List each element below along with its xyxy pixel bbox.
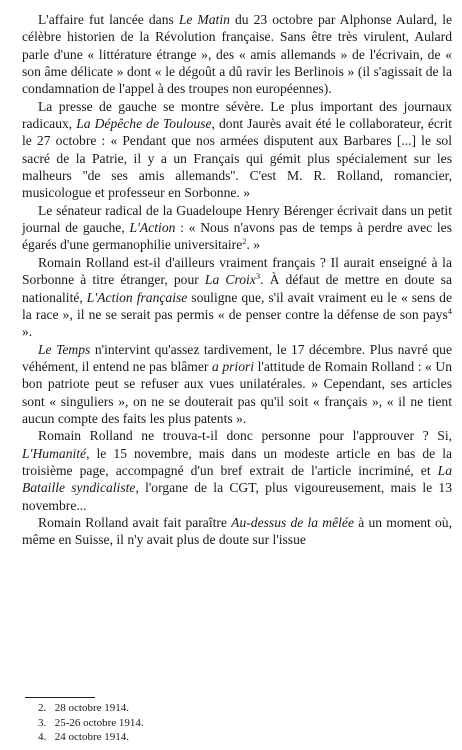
text-run: Le sénateur radical de la Guadeloupe Henry Bérenger écrivait dans un petit journal de gauche, (22, 202, 452, 236)
paragraph (22, 202, 452, 254)
paragraph (22, 254, 452, 341)
footnote-ref: 2 (242, 236, 247, 247)
italic-title: La Croix (204, 272, 256, 288)
text-run: Romain Rolland avait fait paraître (38, 514, 232, 530)
italic-title: a priori (212, 358, 255, 374)
footnote-text: 25-26 octobre 1914. (52, 716, 144, 729)
italic-title: L'Action (129, 220, 176, 236)
footnotes (38, 701, 338, 745)
footnote (38, 730, 338, 745)
text-run: Romain Rolland est-il d'ailleurs vraiment français ? Il aurait enseigné à la Sorbonne à titre étranger, pour (22, 254, 452, 288)
paragraph (22, 11, 452, 98)
text-run: : « Nous n'avons pas de temps à perdre avec les égarés d'une germanophilie universitaire (22, 220, 453, 253)
paragraph (22, 341, 452, 428)
paragraph (22, 427, 452, 514)
italic-title: Le Temps (38, 341, 91, 357)
footnote (38, 716, 338, 731)
italic-title: Au-dessus de la mêlée (231, 514, 354, 530)
text-run: l'attitude de Romain Rolland : « Un bon patriote peut se refuser aux vues unilatérales. » Cependant, ses articles sont « singuliers », on ne se douterait pas qu'il soit « français », « il ne tient aucun compte des faits les plus patents ». (22, 358, 452, 426)
text-run: Romain Rolland ne trouva-t-il donc personne pour l'approuver ? Si, (38, 428, 452, 444)
italic-title: L'Action française (86, 289, 188, 305)
text-run: La presse de gauche se montre sévère. Le plus important des journaux radicaux, (22, 98, 452, 132)
paragraph (22, 514, 452, 549)
text-run: n'intervint qu'assez tardivement, le 17 décembre. Plus navré que véhément, il entend ne pas blâmer (22, 341, 452, 374)
footnote-text: 24 octobre 1914. (52, 731, 129, 743)
text-run: . À défaut de mettre en doute sa nationalité, (22, 272, 452, 305)
text-run: L'affaire fut lancée dans (38, 12, 179, 27)
text-run: , dont Jaurès avait été le collaborateur, écrit le 27 octobre : « Pendant que nos armées disputent aux Barbares [...] le sol sacré de la Patrie, il y a un Français qui gémit plus spécialement sur les malheurs ''de ses amis allemands''. C'est M. R. Rolland, romancier, musicologue et professeur en Sorbonne. » (22, 116, 453, 201)
footnote-number: 4. (38, 731, 47, 743)
paragraph (22, 98, 452, 202)
text-run: souligne que, s'il avait vraiment eu le « sens de la race », il ne se serait pas permis « de penser contre la défense de son pays (22, 289, 452, 322)
text-run: . » (246, 237, 261, 253)
italic-title: La Dépêche de Toulouse (76, 116, 212, 132)
footnote-text: 28 octobre 1914. (52, 702, 129, 714)
italic-title: La Bataille syndicaliste (22, 462, 452, 496)
footnote-ref: 3 (255, 271, 261, 282)
body-text (22, 11, 452, 549)
footnote-ref: 4 (447, 305, 452, 316)
text-run: , l'organe de la CGT, plus vigoureusement, mais le 13 novembre... (22, 480, 452, 513)
footnote (38, 701, 338, 716)
text-run: du 23 octobre par Alphonse Aulard, le célèbre historien de la Révolution française. Sans être très virulent, Aulard parle d'une « littérature étrange », des « amis allemands » de l'écrivain, de « son âme délicate » dont « le dégoût a dû ravir les Berlinois » (il s'agissait de la condamnation de l'appel à des troupes non européennes). (22, 12, 452, 97)
footnote-separator (25, 697, 95, 698)
italic-title: L'Humanité (22, 445, 87, 461)
footnote-number: 2. (38, 702, 47, 714)
text-run: à un moment où, même en Suisse, il n'y avait plus de doute sur l'issue (22, 514, 452, 548)
italic-title: Le Matin (178, 12, 230, 27)
footnote-number: 3. (38, 716, 47, 729)
text-run: , le 15 novembre, mais dans un modeste article en bas de la troisième page, accompagné d'un bref extrait de l'article incriminé, et (22, 445, 452, 478)
text-run: ». (22, 324, 33, 340)
